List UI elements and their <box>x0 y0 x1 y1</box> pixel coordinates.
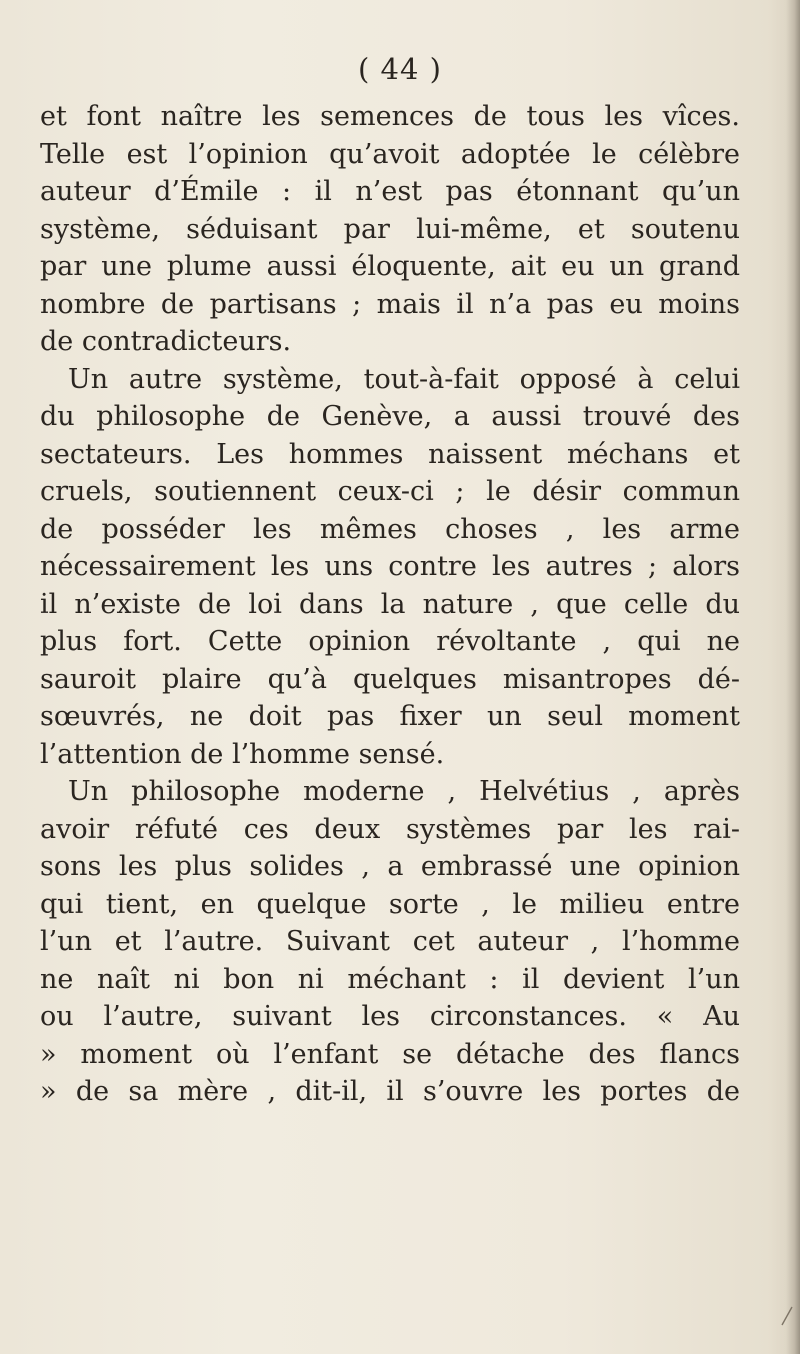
text-line: système, séduisant par lui-même, et soutenu <box>40 213 740 245</box>
text-line: Un philosophe moderne , Helvétius , après <box>68 776 740 807</box>
text-line: l’un et l’autre. Suivant cet auteur , l’homme <box>40 926 740 957</box>
text-line: ne naît ni bon ni méchant : il devient l’un <box>40 963 740 995</box>
text-line: plus fort. Cette opinion révoltante , qui ne <box>40 626 740 657</box>
text-line: l’attention de l’homme sensé. <box>40 738 445 770</box>
text-line: nombre de partisans ; mais il n’a pas eu moins <box>40 288 740 320</box>
text-line: qui tient, en quelque sorte , le milieu entre <box>40 888 740 920</box>
text-line: ou l’autre, suivant les circonstances. « Au <box>40 1001 740 1032</box>
text-line: sons les plus solides , a embrassé une opinion <box>40 851 740 882</box>
body-text <box>40 98 740 1111</box>
text-line: avoir réfuté ces deux systèmes par les rai- <box>40 813 740 845</box>
text-line: nécessairement les uns contre les autres ; alors <box>40 551 740 582</box>
text-line: sauroit plaire qu’à quelques misantropes dé- <box>40 663 740 695</box>
text-line: et font naître les semences de tous les vîces. <box>40 101 740 132</box>
text-line: de contradicteurs. <box>40 326 292 357</box>
page-number: ( 44 ) <box>358 52 442 86</box>
text-line: auteur d’Émile : il n’est pas étonnant qu’un <box>40 176 740 207</box>
text-line: du philosophe de Genève, a aussi trouvé des <box>40 401 740 432</box>
stray-mark-decoration <box>780 1305 794 1327</box>
text-line: Telle est l’opinion qu’avoit adoptée le célèbre <box>40 138 740 170</box>
text-line: cruels, soutiennent ceux-ci ; le désir commun <box>40 476 740 507</box>
text-line: par une plume aussi éloquente, ait eu un grand <box>40 251 740 282</box>
text-line: sœuvrés, ne doit pas fixer un seul moment <box>40 701 740 732</box>
text-line: de posséder les mêmes choses , les arme <box>40 513 740 545</box>
text-line: » moment où l’enfant se détache des flancs <box>40 1038 740 1070</box>
text-line: » de sa mère , dit-il, il s’ouvre les portes de <box>40 1076 740 1107</box>
text-line: Un autre système, tout-à-fait opposé à celui <box>68 363 740 395</box>
text-line: il n’existe de loi dans la nature , que celle du <box>40 588 740 620</box>
page-edge-shadow <box>786 0 800 1354</box>
text-line: sectateurs. Les hommes naissent méchans et <box>40 438 740 470</box>
